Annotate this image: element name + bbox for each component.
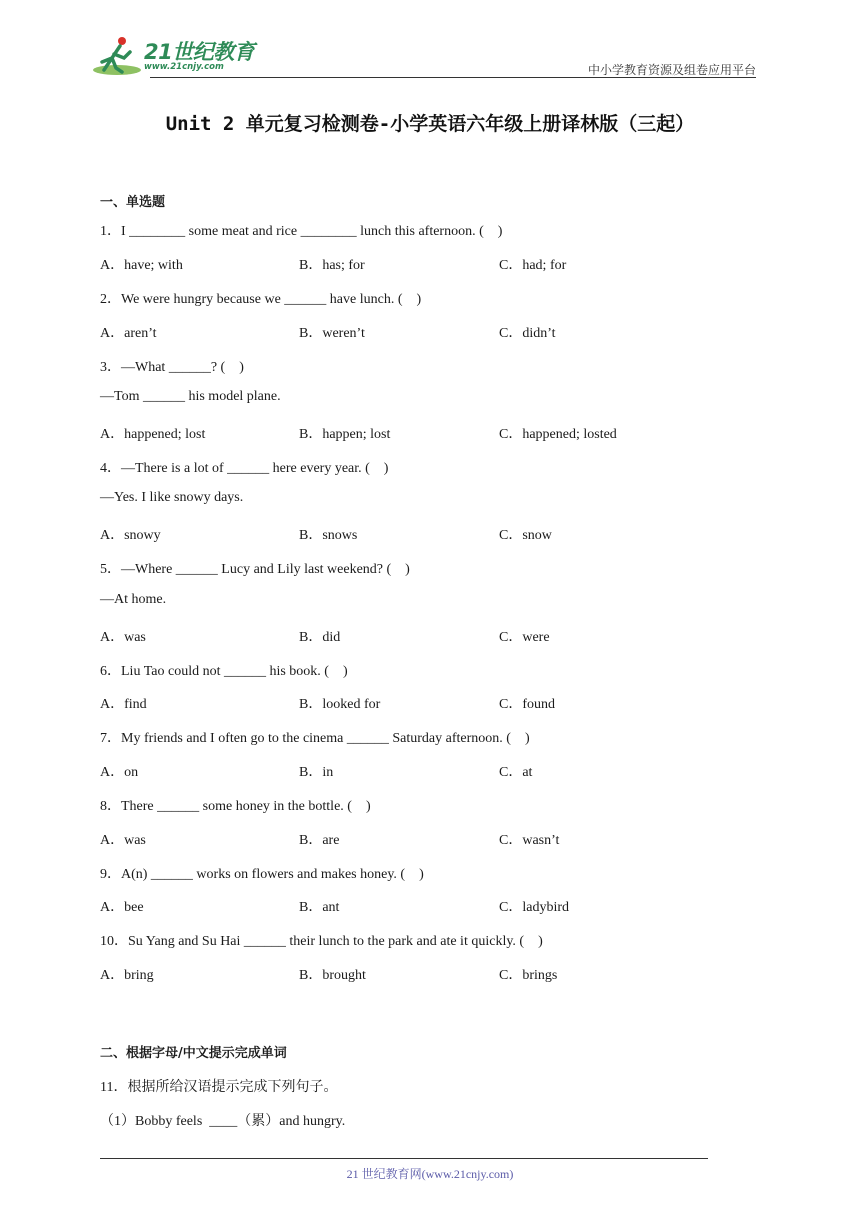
- question-3-option-c: C．happened; losted: [499, 427, 617, 442]
- question-2-stem: 2．We were hungry because we ______ have lunch. ( ): [100, 292, 422, 307]
- question-7-option-b: B．in: [299, 765, 334, 780]
- footer-text: 21 世纪教育网(www.21cnjy.com): [346, 1167, 514, 1181]
- question-9-option-c: C．ladybird: [499, 900, 569, 915]
- page-title: Unit 2 单元复习检测卷-小学英语六年级上册译林版（三起）: [165, 113, 695, 135]
- question-10-option-c: C．brings: [499, 968, 558, 983]
- header-divider: [150, 77, 756, 78]
- question-1-stem: 1．I ________ some meat and rice ________ lunch this afternoon. ( ): [100, 224, 503, 239]
- question-9-option-b: B．ant: [299, 900, 340, 915]
- platform-name: 中小学教育资源及组卷应用平台: [587, 63, 756, 77]
- question-4-line-2: —Yes. I like snowy days.: [100, 490, 244, 505]
- question-5-option-b: B．did: [299, 630, 341, 645]
- question-6-stem: 6．Liu Tao could not ______ his book. ( ): [100, 664, 348, 679]
- question-6-option-b: B．looked for: [299, 697, 381, 712]
- question-4-option-c: C．snow: [499, 528, 552, 543]
- runner-logo-icon: [92, 34, 144, 80]
- question-1-option-c: C．had; for: [499, 258, 567, 273]
- question-3-option-b: B．happen; lost: [299, 427, 391, 442]
- question-11-sub-1: （1）Bobby feels ____（累）and hungry.: [100, 1114, 346, 1129]
- question-4-stem: 4．—There is a lot of ______ here every year. ( ): [100, 461, 389, 476]
- question-8-option-b: B．are: [299, 833, 340, 848]
- section-heading-2: 二、根据字母/中文提示完成单词: [100, 1046, 287, 1061]
- question-10-stem: 10．Su Yang and Su Hai ______ their lunch to the park and ate it quickly. ( ): [100, 934, 543, 949]
- question-2-option-b: B．weren’t: [299, 326, 365, 341]
- question-5-line-2: —At home.: [100, 592, 167, 607]
- question-5-option-c: C．were: [499, 630, 550, 645]
- question-4-option-a: A．snowy: [100, 528, 161, 543]
- site-logo: [92, 34, 262, 80]
- logo-url: www.21cnjy.com: [144, 62, 224, 72]
- question-6-option-a: A．find: [100, 697, 147, 712]
- question-7-option-c: C．at: [499, 765, 533, 780]
- question-6-option-c: C．found: [499, 697, 555, 712]
- question-3-line-2: —Tom ______ his model plane.: [100, 389, 281, 404]
- footer-divider: [100, 1158, 708, 1159]
- question-10-option-b: B．brought: [299, 968, 366, 983]
- question-5-option-a: A．was: [100, 630, 146, 645]
- question-8-option-c: C．wasn’t: [499, 833, 560, 848]
- question-10-option-a: A．bring: [100, 968, 154, 983]
- question-7-stem: 7．My friends and I often go to the cinema ______ Saturday afternoon. ( ): [100, 731, 530, 746]
- question-8-option-a: A．was: [100, 833, 146, 848]
- question-9-stem: 9．A(n) ______ works on flowers and makes honey. ( ): [100, 867, 424, 882]
- question-1-option-a: A．have; with: [100, 258, 183, 273]
- question-2-option-a: A．aren’t: [100, 326, 157, 341]
- question-3-option-a: A．happened; lost: [100, 427, 206, 442]
- section-heading-1: 一、单选题: [100, 195, 166, 210]
- question-5-stem: 5．—Where ______ Lucy and Lily last weekend? ( ): [100, 562, 410, 577]
- question-1-option-b: B．has; for: [299, 258, 365, 273]
- question-11-stem: 11．根据所给汉语提示完成下列句子。: [100, 1080, 338, 1095]
- logo-text: 21世纪教育: [144, 40, 255, 64]
- question-2-option-c: C．didn’t: [499, 326, 556, 341]
- question-9-option-a: A．bee: [100, 900, 144, 915]
- question-7-option-a: A．on: [100, 765, 139, 780]
- question-3-stem: 3．—What ______? ( ): [100, 360, 244, 375]
- question-8-stem: 8．There ______ some honey in the bottle. ( ): [100, 799, 371, 814]
- question-4-option-b: B．snows: [299, 528, 358, 543]
